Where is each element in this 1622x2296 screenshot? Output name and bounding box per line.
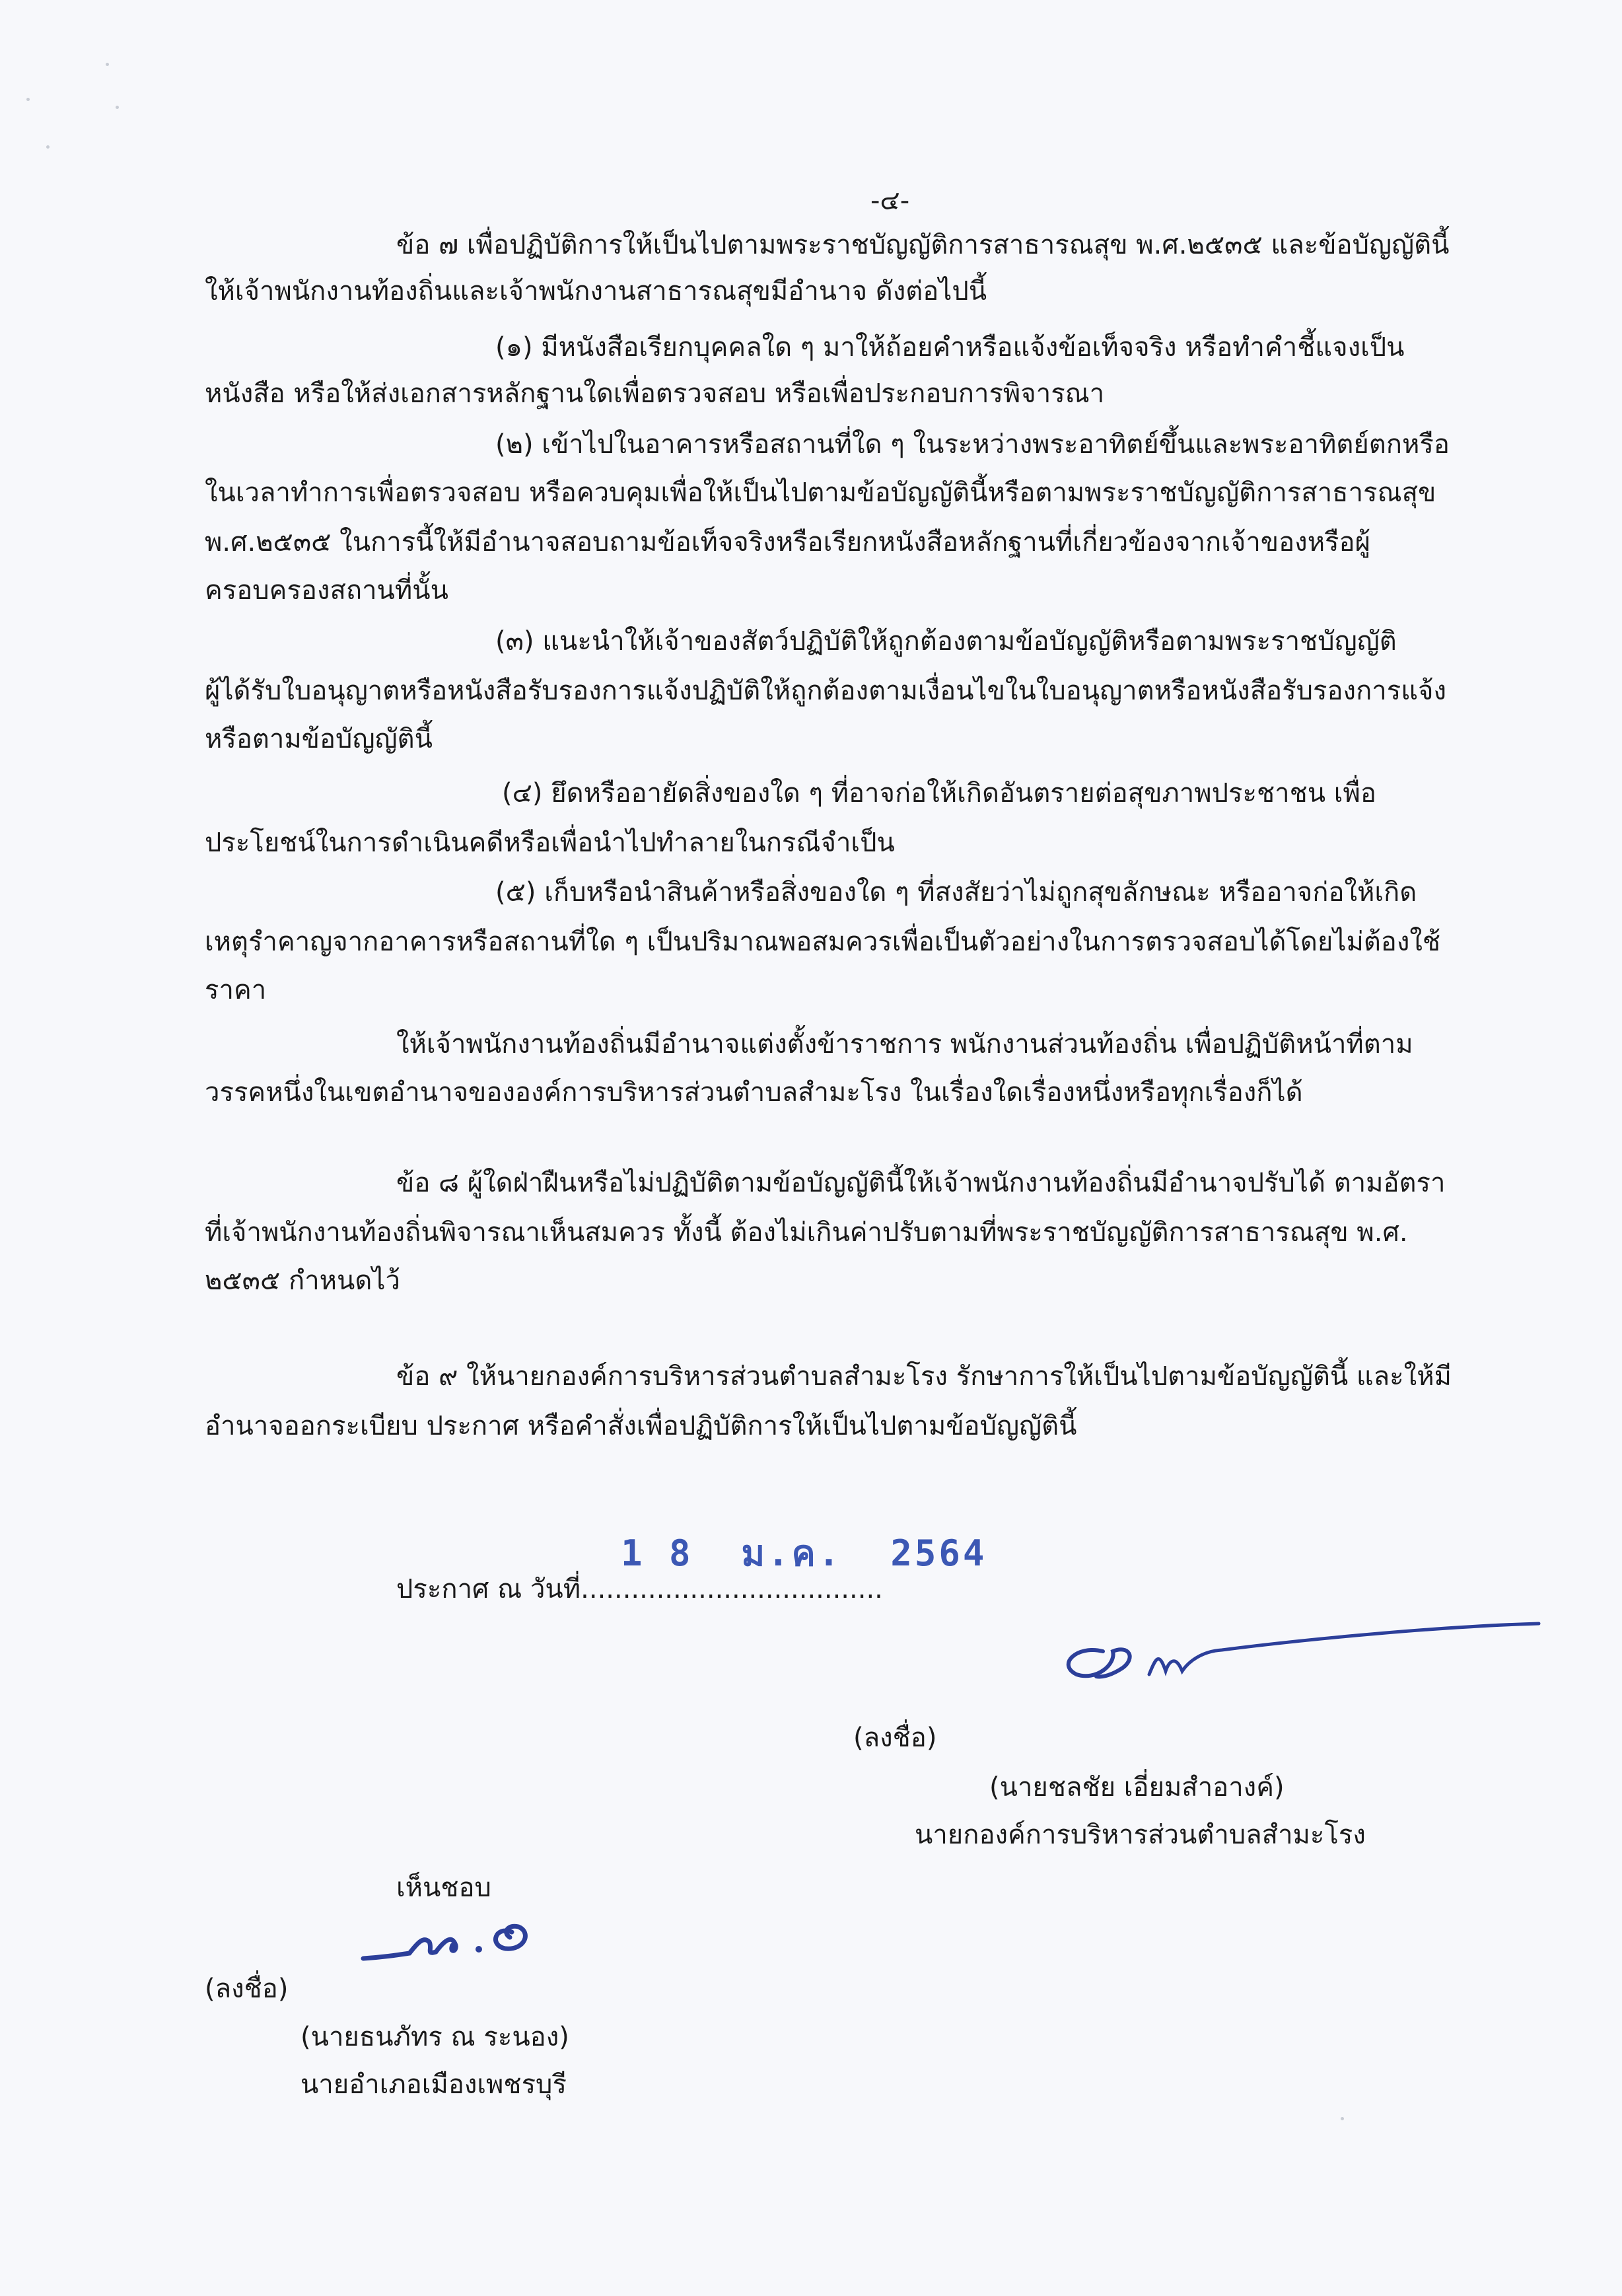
- announcement-date-label: ประกาศ ณ วันที่....................................: [396, 1574, 883, 1604]
- approval-label: เห็นชอบ: [396, 1873, 491, 1903]
- item-3-line-2: ผู้ได้รับใบอนุญาตหรือหนังสือรับรองการแจ้งปฏิบัติให้ถูกต้องตามเงื่อนไขในใบอนุญาตหรือหนังสือรับรองการแจ้ง: [205, 676, 1446, 706]
- item-2-line-2: ในเวลาทำการเพื่อตรวจสอบ หรือควบคุมเพื่อให้เป็นไปตามข้อบัญญัตินี้หรือตามพระราชบัญญัติการสาธารณสุข: [205, 478, 1436, 508]
- mayor-title: นายกองค์การบริหารส่วนตำบลสำมะโรง: [915, 1820, 1366, 1850]
- item-5-line-3: ราคา: [205, 975, 267, 1005]
- date-stamp: 1 8 ม.ค. 2564: [621, 1532, 987, 1574]
- district-chief-title: นายอำเภอเมืองเพชรบุรี: [300, 2069, 567, 2100]
- paper-speck: [26, 98, 30, 101]
- clause-8-line-2: ที่เจ้าพนักงานท้องถิ่นพิจารณาเห็นสมควร ทั้งนี้ ต้องไม่เกินค่าปรับตามที่พระราชบัญญัติการสาธารณสุข พ.ศ.: [205, 1217, 1408, 1248]
- item-3-line-3: หรือตามข้อบัญญัตินี้: [205, 724, 433, 754]
- clause-8-line-1: ข้อ ๘ ผู้ใดฝ่าฝืนหรือไม่ปฏิบัติตามข้อบัญญัตินี้ให้เจ้าพนักงานท้องถิ่นมีอำนาจปรับได้ ตามอัตรา: [396, 1168, 1446, 1198]
- item-4-line-2: ประโยชน์ในการดำเนินคดีหรือเพื่อนำไปทำลายในกรณีจำเป็น: [205, 828, 895, 858]
- clause-7-line-1: ข้อ ๗ เพื่อปฏิบัติการให้เป็นไปตามพระราชบัญญัติการสาธารณสุข พ.ศ.๒๕๓๕ และข้อบัญญัตินี้: [396, 230, 1450, 260]
- paper-speck: [116, 106, 119, 109]
- clause-8-line-3: ๒๕๓๕ กำหนดไว้: [205, 1266, 400, 1296]
- item-4-line-1: (๔) ยึดหรืออายัดสิ่งของใด ๆ ที่อาจก่อให้เกิดอันตรายต่อสุขภาพประชาชน เพื่อ: [502, 778, 1376, 808]
- item-1-line-2: หนังสือ หรือให้ส่งเอกสารหลักฐานใดเพื่อตรวจสอบ หรือเพื่อประกอบการพิจารณา: [205, 378, 1105, 409]
- approval-sign-label: (ลงชื่อ): [205, 1974, 289, 2004]
- item-5-line-2: เหตุรำคาญจากอาคารหรือสถานที่ใด ๆ เป็นปริมาณพอสมควรเพื่อเป็นตัวอย่างในการตรวจสอบได้โดยไม่ต้องใช้: [205, 927, 1441, 957]
- item-1-line-1: (๑) มีหนังสือเรียกบุคคลใด ๆ มาให้ถ้อยคำหรือแจ้งข้อเท็จจริง หรือทำคำชี้แจงเป็น: [495, 332, 1405, 363]
- clause-9-line-1: ข้อ ๙ ให้นายกองค์การบริหารส่วนตำบลสำมะโรง รักษาการให้เป็นไปตามข้อบัญญัตินี้ และให้มี: [396, 1361, 1452, 1392]
- item-2-line-1: (๒) เข้าไปในอาคารหรือสถานที่ใด ๆ ในระหว่างพระอาทิตย์ขึ้นและพระอาทิตย์ตกหรือ: [495, 429, 1450, 460]
- clause-9-line-2: อำนาจออกระเบียบ ประกาศ หรือคำสั่งเพื่อปฏิบัติการให้เป็นไปตามข้อบัญญัตินี้: [205, 1411, 1077, 1441]
- mayor-sign-label: (ลงชื่อ): [853, 1723, 937, 1753]
- district-chief-signature: [357, 1906, 568, 1985]
- mayor-signature: [1050, 1612, 1578, 1704]
- paper-speck: [46, 145, 50, 149]
- item-2-line-4: ครอบครองสถานที่นั้น: [205, 575, 448, 606]
- appointment-line-1: ให้เจ้าพนักงานท้องถิ่นมีอำนาจแต่งตั้งข้าราชการ พนักงานส่วนท้องถิ่น เพื่อปฏิบัติหน้าที่ตาม: [396, 1029, 1413, 1059]
- mayor-name: (นายชลชัย เอี่ยมสำอางค์): [989, 1772, 1285, 1803]
- paper-speck: [1341, 2117, 1344, 2120]
- item-3-line-1: (๓) แนะนำให้เจ้าของสัตว์ปฏิบัติให้ถูกต้องตามข้อบัญญัติหรือตามพระราชบัญญัติ: [495, 626, 1397, 657]
- clause-7-line-2: ให้เจ้าพนักงานท้องถิ่นและเจ้าพนักงานสาธารณสุขมีอำนาจ ดังต่อไปนี้: [205, 276, 987, 306]
- page-number: -๔-: [870, 186, 910, 216]
- appointment-line-2: วรรคหนึ่งในเขตอำนาจขององค์การบริหารส่วนตำบลสำมะโรง ในเรื่องใดเรื่องหนึ่งหรือทุกเรื่องก็ได้: [205, 1077, 1303, 1108]
- item-2-line-3: พ.ศ.๒๕๓๕ ในการนี้ให้มีอำนาจสอบถามข้อเท็จจริงหรือเรียกหนังสือหลักฐานที่เกี่ยวข้องจากเจ้าของหรือผู้: [205, 527, 1370, 557]
- district-chief-name: (นายธนภัทร ณ ระนอง): [300, 2022, 569, 2052]
- paper-speck: [106, 63, 109, 66]
- item-5-line-1: (๕) เก็บหรือนำสินค้าหรือสิ่งของใด ๆ ที่สงสัยว่าไม่ถูกสุขลักษณะ หรืออาจก่อให้เกิด: [495, 877, 1417, 908]
